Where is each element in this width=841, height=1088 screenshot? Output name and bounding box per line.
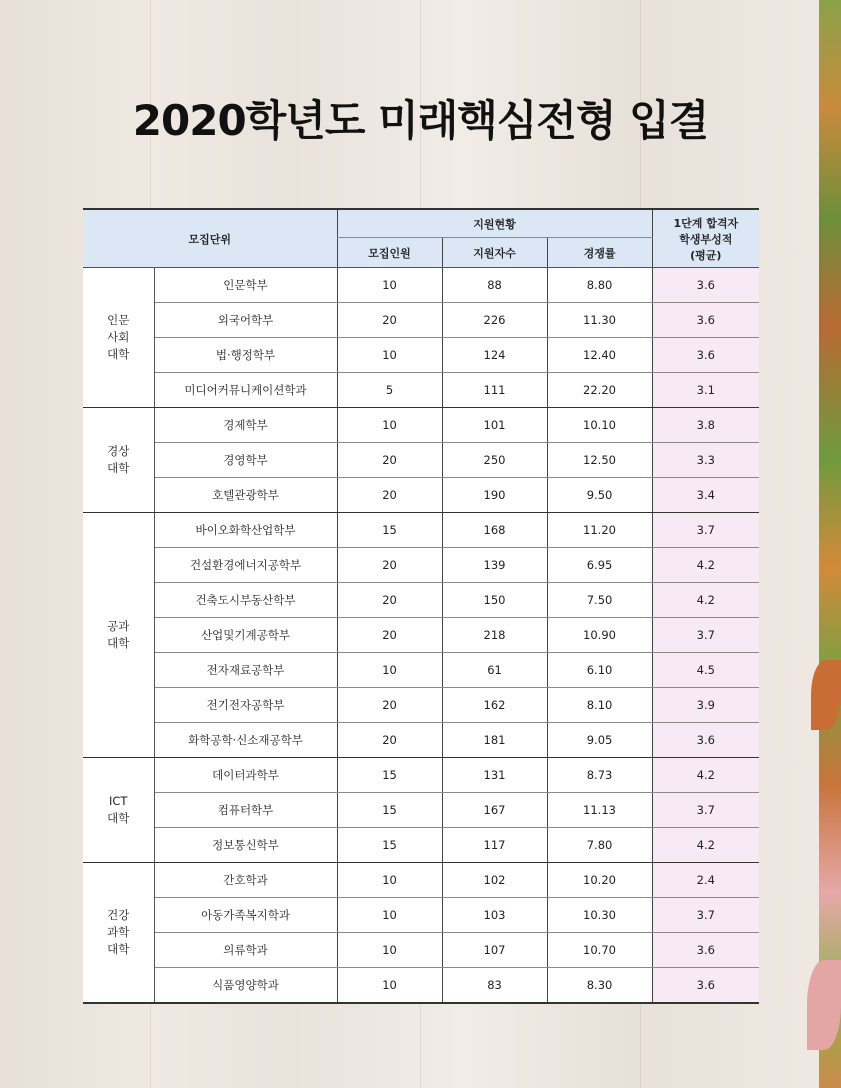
applicant-count-cell: 107 (442, 933, 547, 968)
header-grade-line2: 학생부성적 (679, 232, 733, 246)
table-row (83, 408, 759, 443)
leaf-decoration (807, 960, 841, 1050)
grade-average-cell: 3.7 (652, 898, 759, 933)
recruit-count-cell: 10 (337, 408, 442, 443)
recruit-count-cell: 15 (337, 513, 442, 548)
table-row (83, 583, 759, 618)
college-name-line: 대학 (107, 811, 130, 825)
college-name-line: ICT (109, 794, 128, 808)
admission-results-table (83, 208, 759, 1004)
applicant-count-cell: 88 (442, 268, 547, 303)
applicant-count-cell: 181 (442, 723, 547, 758)
header-grade-line1: 1단계 합격자 (673, 216, 739, 230)
recruit-count-cell: 20 (337, 618, 442, 653)
grade-average-cell: 3.6 (652, 933, 759, 968)
department-cell: 바이오화학산업학부 (154, 513, 337, 548)
header-grade (652, 209, 759, 268)
table-row (83, 478, 759, 513)
table-row (83, 618, 759, 653)
header-grade-line3: (평균) (690, 248, 722, 262)
table-row (83, 443, 759, 478)
grade-average-cell: 2.4 (652, 863, 759, 898)
grade-average-cell: 3.6 (652, 303, 759, 338)
recruit-count-cell: 20 (337, 303, 442, 338)
leaf-decoration (811, 660, 841, 730)
competition-ratio-cell: 8.30 (547, 968, 652, 1004)
recruit-count-cell: 10 (337, 968, 442, 1004)
applicant-count-cell: 101 (442, 408, 547, 443)
table-row (83, 828, 759, 863)
recruit-count-cell: 20 (337, 478, 442, 513)
table-row (83, 373, 759, 408)
competition-ratio-cell: 8.10 (547, 688, 652, 723)
grade-average-cell: 3.7 (652, 618, 759, 653)
applicant-count-cell: 190 (442, 478, 547, 513)
department-cell: 건설환경에너지공학부 (154, 548, 337, 583)
competition-ratio-cell: 6.10 (547, 653, 652, 688)
college-name-line: 건강 (107, 908, 130, 922)
grade-average-cell: 3.6 (652, 968, 759, 1004)
grade-average-cell: 3.9 (652, 688, 759, 723)
college-name-line: 대학 (107, 636, 130, 650)
department-cell: 식품영양학과 (154, 968, 337, 1004)
college-name-line: 대학 (107, 347, 130, 361)
grade-average-cell: 4.2 (652, 828, 759, 863)
recruit-count-cell: 20 (337, 688, 442, 723)
competition-ratio-cell: 8.73 (547, 758, 652, 793)
applicant-count-cell: 162 (442, 688, 547, 723)
competition-ratio-cell: 11.20 (547, 513, 652, 548)
grade-average-cell: 3.7 (652, 513, 759, 548)
grade-average-cell: 4.5 (652, 653, 759, 688)
applicant-count-cell: 218 (442, 618, 547, 653)
table-row (83, 723, 759, 758)
competition-ratio-cell: 9.05 (547, 723, 652, 758)
competition-ratio-cell: 10.70 (547, 933, 652, 968)
grade-average-cell: 3.8 (652, 408, 759, 443)
college-name-line: 과학 (107, 925, 130, 939)
table-row (83, 688, 759, 723)
competition-ratio-cell: 9.50 (547, 478, 652, 513)
grade-average-cell: 3.1 (652, 373, 759, 408)
table-row (83, 758, 759, 793)
department-cell: 의류학과 (154, 933, 337, 968)
recruit-count-cell: 10 (337, 653, 442, 688)
table-row (83, 793, 759, 828)
competition-ratio-cell: 8.80 (547, 268, 652, 303)
grade-average-cell: 4.2 (652, 548, 759, 583)
competition-ratio-cell: 7.50 (547, 583, 652, 618)
recruit-count-cell: 20 (337, 583, 442, 618)
header-unit: 모집단위 (83, 209, 337, 268)
department-cell: 경제학부 (154, 408, 337, 443)
grade-average-cell: 4.2 (652, 758, 759, 793)
recruit-count-cell: 10 (337, 338, 442, 373)
grade-average-cell: 3.4 (652, 478, 759, 513)
competition-ratio-cell: 11.13 (547, 793, 652, 828)
table-row (83, 968, 759, 1004)
page-title: 2020학년도 미래핵심전형 입결 (132, 96, 709, 145)
college-name-cell (83, 408, 154, 513)
college-name-cell (83, 268, 154, 408)
recruit-count-cell: 20 (337, 443, 442, 478)
applicant-count-cell: 167 (442, 793, 547, 828)
competition-ratio-cell: 10.90 (547, 618, 652, 653)
department-cell: 컴퓨터학부 (154, 793, 337, 828)
applicant-count-cell: 150 (442, 583, 547, 618)
department-cell: 아동가족복지학과 (154, 898, 337, 933)
applicant-count-cell: 168 (442, 513, 547, 548)
admission-results-sheet (83, 208, 759, 1003)
recruit-count-cell: 20 (337, 548, 442, 583)
college-name-cell (83, 513, 154, 758)
competition-ratio-cell: 12.50 (547, 443, 652, 478)
table-row (83, 548, 759, 583)
autumn-leaves-decoration (819, 0, 841, 1088)
college-name-line: 대학 (107, 461, 130, 475)
department-cell: 호텔관광학부 (154, 478, 337, 513)
competition-ratio-cell: 12.40 (547, 338, 652, 373)
department-cell: 산업및기계공학부 (154, 618, 337, 653)
department-cell: 간호학과 (154, 863, 337, 898)
competition-ratio-cell: 6.95 (547, 548, 652, 583)
department-cell: 전자재료공학부 (154, 653, 337, 688)
department-cell: 경영학부 (154, 443, 337, 478)
table-row (83, 513, 759, 548)
recruit-count-cell: 10 (337, 933, 442, 968)
competition-ratio-cell: 11.30 (547, 303, 652, 338)
applicant-count-cell: 139 (442, 548, 547, 583)
competition-ratio-cell: 22.20 (547, 373, 652, 408)
department-cell: 법·행정학부 (154, 338, 337, 373)
grade-average-cell: 3.3 (652, 443, 759, 478)
recruit-count-cell: 5 (337, 373, 442, 408)
recruit-count-cell: 10 (337, 863, 442, 898)
college-name-line: 대학 (107, 942, 130, 956)
header-recruit: 모집인원 (337, 238, 442, 268)
recruit-count-cell: 10 (337, 898, 442, 933)
applicant-count-cell: 102 (442, 863, 547, 898)
applicant-count-cell: 117 (442, 828, 547, 863)
department-cell: 건축도시부동산학부 (154, 583, 337, 618)
department-cell: 정보통신학부 (154, 828, 337, 863)
applicant-count-cell: 103 (442, 898, 547, 933)
recruit-count-cell: 15 (337, 793, 442, 828)
applicant-count-cell: 111 (442, 373, 547, 408)
college-name-cell (83, 863, 154, 1004)
college-name-line: 사회 (107, 330, 130, 344)
college-name-line: 공과 (107, 619, 130, 633)
recruit-count-cell: 15 (337, 758, 442, 793)
competition-ratio-cell: 10.30 (547, 898, 652, 933)
department-cell: 데이터과학부 (154, 758, 337, 793)
college-name-line: 인문 (107, 313, 130, 327)
table-row (83, 338, 759, 373)
applicant-count-cell: 226 (442, 303, 547, 338)
header-status: 지원현황 (337, 209, 652, 238)
grade-average-cell: 4.2 (652, 583, 759, 618)
competition-ratio-cell: 10.20 (547, 863, 652, 898)
recruit-count-cell: 10 (337, 268, 442, 303)
grade-average-cell: 3.6 (652, 268, 759, 303)
grade-average-cell: 3.6 (652, 723, 759, 758)
table-row (83, 898, 759, 933)
department-cell: 화학공학·신소재공학부 (154, 723, 337, 758)
table-row (83, 933, 759, 968)
department-cell: 미디어커뮤니케이션학과 (154, 373, 337, 408)
table-body (83, 268, 759, 1004)
competition-ratio-cell: 10.10 (547, 408, 652, 443)
table-row (83, 653, 759, 688)
college-name-line: 경상 (107, 444, 130, 458)
grade-average-cell: 3.6 (652, 338, 759, 373)
department-cell: 전기전자공학부 (154, 688, 337, 723)
competition-ratio-cell: 7.80 (547, 828, 652, 863)
grade-average-cell: 3.7 (652, 793, 759, 828)
recruit-count-cell: 20 (337, 723, 442, 758)
header-applicants: 지원자수 (442, 238, 547, 268)
table-row (83, 303, 759, 338)
applicant-count-cell: 131 (442, 758, 547, 793)
department-cell: 외국어학부 (154, 303, 337, 338)
header-ratio: 경쟁률 (547, 238, 652, 268)
college-name-cell (83, 758, 154, 863)
applicant-count-cell: 83 (442, 968, 547, 1004)
recruit-count-cell: 15 (337, 828, 442, 863)
applicant-count-cell: 250 (442, 443, 547, 478)
applicant-count-cell: 61 (442, 653, 547, 688)
department-cell: 인문학부 (154, 268, 337, 303)
table-row (83, 863, 759, 898)
applicant-count-cell: 124 (442, 338, 547, 373)
table-row (83, 268, 759, 303)
